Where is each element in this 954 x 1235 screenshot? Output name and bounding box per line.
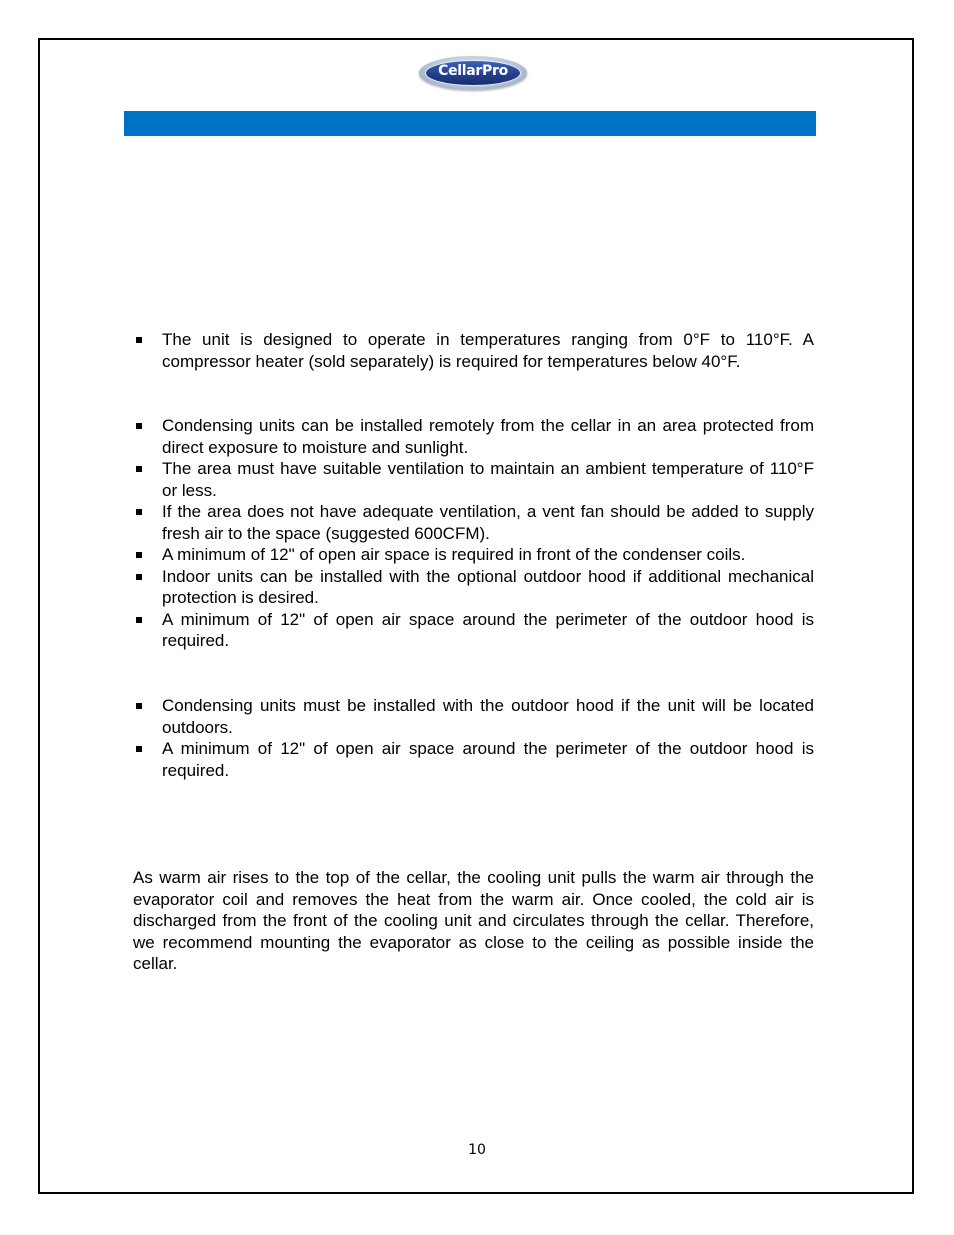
indoor-list — [133, 415, 814, 652]
list-item — [133, 458, 814, 501]
bullet-square-icon — [136, 337, 142, 343]
list-item-text: The area must have suitable ventilation to maintain an ambient temperature of 110°F or less. — [162, 459, 814, 500]
list-item-text: A minimum of 12" of open air space around the perimeter of the outdoor hood is required. — [162, 739, 814, 780]
list-item — [133, 544, 814, 566]
cellarpro-logo — [419, 56, 527, 90]
list-item — [133, 566, 814, 609]
bullet-square-icon — [136, 574, 142, 580]
list-item — [133, 695, 814, 738]
evaporator-section — [133, 867, 814, 975]
list-item — [133, 609, 814, 652]
list-item-text: Condensing units can be installed remotely from the cellar in an area protected from direct exposure to moisture and sunlight. — [162, 416, 814, 457]
bullet-square-icon — [136, 552, 142, 558]
bullet-square-icon — [136, 509, 142, 515]
bullet-square-icon — [136, 617, 142, 623]
list-item-text: Condensing units must be installed with the outdoor hood if the unit will be located outdoors. — [162, 696, 814, 737]
temperature-list — [133, 329, 814, 372]
bullet-square-icon — [136, 423, 142, 429]
list-item-text: A minimum of 12" of open air space is required in front of the condenser coils. — [162, 545, 746, 564]
bullet-square-icon — [136, 703, 142, 709]
list-item — [133, 738, 814, 781]
logo-text: CellarPro — [438, 63, 508, 79]
outdoor-section — [133, 695, 814, 781]
bullet-square-icon — [136, 466, 142, 472]
list-item-text: The unit is designed to operate in temperatures ranging from 0°F to 110°F. A compressor heater (sold separately) is required for temperatures below 40°F. — [162, 330, 814, 371]
list-item-text: A minimum of 12" of open air space around the perimeter of the outdoor hood is required. — [162, 609, 814, 650]
temperature-section — [133, 329, 814, 372]
outdoor-list — [133, 695, 814, 781]
bullet-square-icon — [136, 746, 142, 752]
list-item — [133, 415, 814, 458]
evaporator-paragraph: As warm air rises to the top of the cellar, the cooling unit pulls the warm air through the evaporator coil and removes the heat from the warm air. Once cooled, the cold air is discharged from the front of the cooling unit and circulates through the cellar. Therefore, we recommend mounting the evaporator as close to the ceiling as possible inside the cellar. — [133, 868, 814, 973]
list-item-text: Indoor units can be installed with the optional outdoor hood if additional mechanical protection is desired. — [162, 566, 814, 607]
list-item — [133, 329, 814, 372]
list-item — [133, 501, 814, 544]
header-bar — [124, 111, 816, 136]
list-item-text: If the area does not have adequate ventilation, a vent fan should be added to supply fresh air to the space (suggested 600CFM). — [162, 502, 814, 543]
page-number: 10 — [468, 1142, 486, 1158]
indoor-section — [133, 415, 814, 652]
